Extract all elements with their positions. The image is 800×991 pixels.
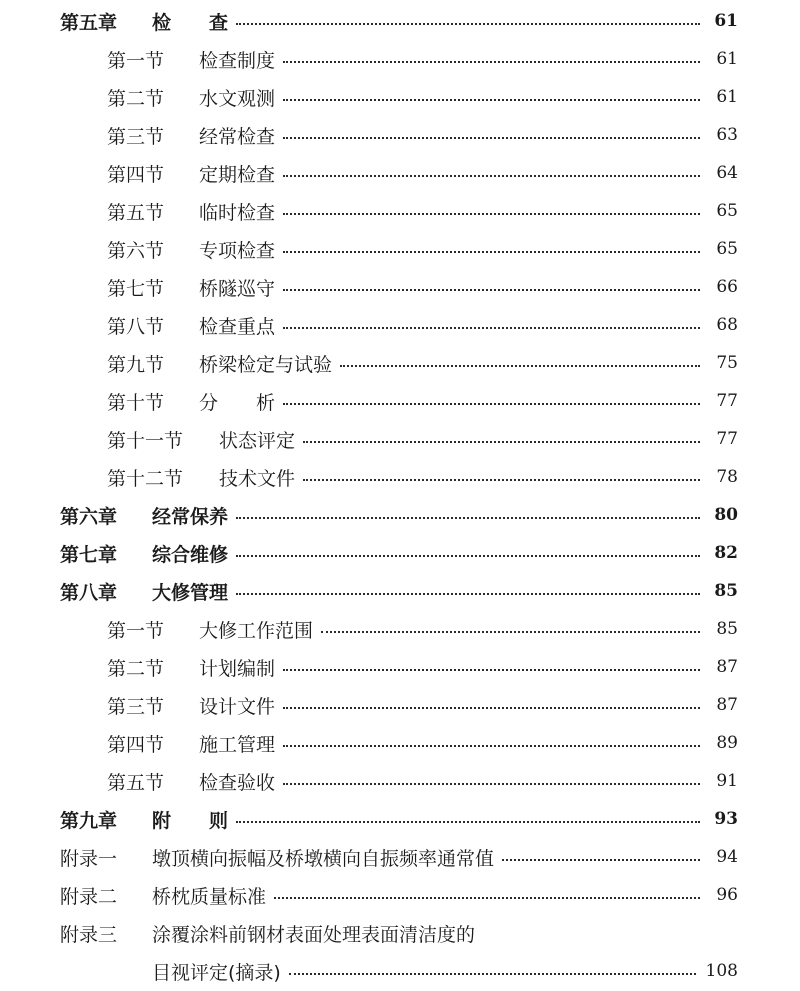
toc-chapter-entry	[0, 2, 800, 40]
section-title: 计划编制	[199, 657, 276, 680]
section-number: 第一节	[107, 619, 165, 642]
appendix-title-continuation: 目视评定(摘录)	[152, 961, 281, 984]
toc-section-entry	[0, 382, 800, 420]
chapter-title: 大修管理	[152, 581, 229, 604]
appendix-number: 附录二	[60, 885, 118, 908]
chapter-title: 检 查	[152, 11, 229, 34]
toc-section-entry	[0, 230, 800, 268]
chapter-number: 第六章	[60, 505, 118, 528]
toc-appendix-continuation	[0, 952, 800, 990]
toc-appendix-entry	[0, 914, 800, 952]
section-number: 第一节	[107, 49, 165, 72]
page-number: 80	[714, 505, 738, 525]
section-number: 第七节	[107, 277, 165, 300]
toc-section-entry	[0, 420, 800, 458]
appendix-number: 附录一	[60, 847, 118, 870]
section-number: 第十二节	[107, 467, 184, 490]
toc-chapter-entry	[0, 534, 800, 572]
dot-leader	[283, 61, 700, 63]
dot-leader	[321, 631, 700, 633]
page-number: 87	[716, 657, 738, 677]
toc-section-entry	[0, 648, 800, 686]
section-title: 施工管理	[199, 733, 276, 756]
toc-section-entry	[0, 610, 800, 648]
section-title: 专项检查	[199, 239, 276, 262]
section-number: 第二节	[107, 87, 165, 110]
dot-leader	[289, 973, 696, 975]
toc-section-entry	[0, 40, 800, 78]
dot-leader	[283, 175, 700, 177]
section-number: 第二节	[107, 657, 165, 680]
dot-leader	[236, 23, 700, 25]
section-title: 大修工作范围	[199, 619, 314, 642]
appendix-title: 涂覆涂料前钢材表面处理表面清洁度的	[152, 923, 476, 946]
toc-chapter-entry	[0, 572, 800, 610]
chapter-number: 第九章	[60, 809, 118, 832]
toc-appendix-entry	[0, 838, 800, 876]
section-number: 第四节	[107, 163, 165, 186]
dot-leader	[340, 365, 700, 367]
section-number: 第四节	[107, 733, 165, 756]
dot-leader	[303, 479, 700, 481]
page-number: 91	[716, 771, 738, 791]
section-number: 第三节	[107, 125, 165, 148]
section-number: 第十一节	[107, 429, 184, 452]
section-title: 分 析	[199, 391, 276, 414]
toc-appendix-entry	[0, 876, 800, 914]
page-number: 94	[716, 847, 738, 867]
toc-section-entry	[0, 192, 800, 230]
page-number: 75	[716, 353, 738, 373]
page-number: 61	[716, 49, 738, 69]
appendix-number: 附录三	[60, 923, 118, 946]
appendix-title: 墩顶横向振幅及桥墩横向自振频率通常值	[152, 847, 495, 870]
dot-leader	[502, 859, 700, 861]
chapter-number: 第七章	[60, 543, 118, 566]
dot-leader	[283, 745, 700, 747]
page-number: 66	[716, 277, 738, 297]
section-number: 第五节	[107, 201, 165, 224]
dot-leader	[283, 137, 700, 139]
toc-section-entry	[0, 306, 800, 344]
section-title: 水文观测	[199, 87, 276, 110]
section-number: 第九节	[107, 353, 165, 376]
section-title: 桥隧巡守	[199, 277, 276, 300]
appendix-title: 桥枕质量标准	[152, 885, 267, 908]
dot-leader	[303, 441, 700, 443]
page-number: 96	[716, 885, 738, 905]
section-title: 检查重点	[199, 315, 276, 338]
section-title: 检查验收	[199, 771, 276, 794]
dot-leader	[236, 517, 700, 519]
chapter-title: 经常保养	[152, 505, 229, 528]
page-number: 68	[716, 315, 738, 335]
section-number: 第十节	[107, 391, 165, 414]
page-number: 77	[716, 429, 738, 449]
section-title: 技术文件	[219, 467, 296, 490]
toc-section-entry	[0, 268, 800, 306]
page-number: 108	[705, 961, 738, 981]
section-title: 临时检查	[199, 201, 276, 224]
toc-section-entry	[0, 724, 800, 762]
page-number: 85	[714, 581, 738, 601]
page-number: 78	[716, 467, 738, 487]
dot-leader	[283, 289, 700, 291]
dot-leader	[274, 897, 700, 899]
page-number: 61	[714, 11, 738, 31]
page-number: 82	[714, 543, 738, 563]
page-number: 65	[716, 201, 738, 221]
section-number: 第三节	[107, 695, 165, 718]
toc-section-entry	[0, 154, 800, 192]
page-number: 63	[716, 125, 738, 145]
section-title: 桥梁检定与试验	[199, 353, 333, 376]
toc-section-entry	[0, 344, 800, 382]
page-number: 87	[716, 695, 738, 715]
page-number: 64	[716, 163, 738, 183]
toc-chapter-entry	[0, 496, 800, 534]
dot-leader	[236, 555, 700, 557]
toc-section-entry	[0, 116, 800, 154]
page-number: 89	[716, 733, 738, 753]
dot-leader	[283, 251, 700, 253]
dot-leader	[283, 403, 700, 405]
dot-leader	[283, 783, 700, 785]
page-number: 61	[716, 87, 738, 107]
dot-leader	[283, 213, 700, 215]
dot-leader	[236, 821, 700, 823]
page-number: 65	[716, 239, 738, 259]
toc-chapter-entry	[0, 800, 800, 838]
toc-section-entry	[0, 686, 800, 724]
dot-leader	[283, 707, 700, 709]
toc-section-entry	[0, 458, 800, 496]
section-title: 经常检查	[199, 125, 276, 148]
chapter-number: 第五章	[60, 11, 118, 34]
dot-leader	[236, 593, 700, 595]
page-number: 85	[716, 619, 738, 639]
dot-leader	[283, 99, 700, 101]
page-number: 93	[714, 809, 738, 829]
dot-leader	[283, 669, 700, 671]
toc-section-entry	[0, 78, 800, 116]
chapter-title: 附 则	[152, 809, 229, 832]
chapter-title: 综合维修	[152, 543, 229, 566]
section-title: 定期检查	[199, 163, 276, 186]
section-number: 第五节	[107, 771, 165, 794]
dot-leader	[283, 327, 700, 329]
section-number: 第六节	[107, 239, 165, 262]
toc-section-entry	[0, 762, 800, 800]
chapter-number: 第八章	[60, 581, 118, 604]
section-title: 检查制度	[199, 49, 276, 72]
section-title: 设计文件	[199, 695, 276, 718]
section-title: 状态评定	[219, 429, 296, 452]
section-number: 第八节	[107, 315, 165, 338]
page-number: 77	[716, 391, 738, 411]
